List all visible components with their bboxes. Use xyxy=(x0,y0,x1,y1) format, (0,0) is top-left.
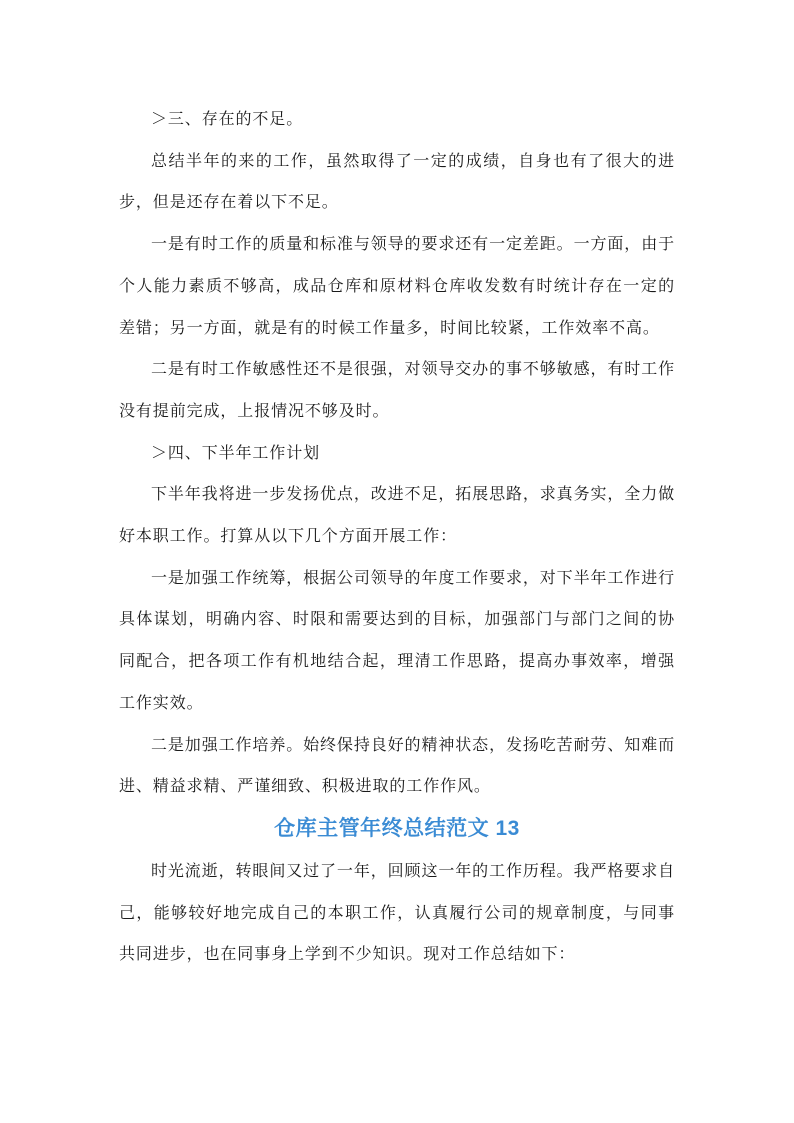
paragraph-summary-intro: 总结半年的来的工作，虽然取得了一定的成绩，自身也有了很大的进步，但是还存在着以下不足。 xyxy=(119,150,675,212)
subheading-shortcomings: ＞三、存在的不足。 xyxy=(151,109,304,128)
paragraph-plan-intro: 下半年我将进一步发扬优点，改进不足，拓展思路，求真务实，全力做好本职工作。打算从以下几个方面开展工作： xyxy=(119,484,675,546)
document-body xyxy=(119,98,675,975)
paragraph-shortcoming-two: 二是有时工作敏感性还不是很强，对领导交办的事不够敏感，有时工作没有提前完成，上报情况不够及时。 xyxy=(119,359,675,420)
paragraph-year-review: 时光流逝，转眼间又过了一年，回顾这一年的工作历程。我严格要求自己，能够较好地完成自己的本职工作，认真履行公司的规章制度，与同事共同进步，也在同事身上学到不少知识。现对工作总结如下： xyxy=(119,860,675,964)
paragraph-shortcoming-one: 一是有时工作的质量和标准与领导的要求还有一定差距。一方面，由于个人能力素质不够高，成品仓库和原材料仓库收发数有时统计存在一定的差错；另一方面，就是有的时候工作量多，时间比较紧，工作效率不高。 xyxy=(119,234,675,337)
section-title-13: 仓库主管年终总结范文 13 xyxy=(274,816,520,840)
paragraph-plan-one: 一是加强工作统筹，根据公司领导的年度工作要求，对下半年工作进行具体谋划，明确内容、时限和需要达到的目标，加强部门与部门之间的协同配合，把各项工作有机地结合起，理清工作思路，提高办事效率，增强工作实效。 xyxy=(119,567,675,712)
paragraph-plan-two: 二是加强工作培养。始终保持良好的精神状态，发扬吃苦耐劳、知难而进、精益求精、严谨细致、积极进取的工作作风。 xyxy=(119,734,675,796)
subheading-plan: ＞四、下半年工作计划 xyxy=(151,442,321,462)
